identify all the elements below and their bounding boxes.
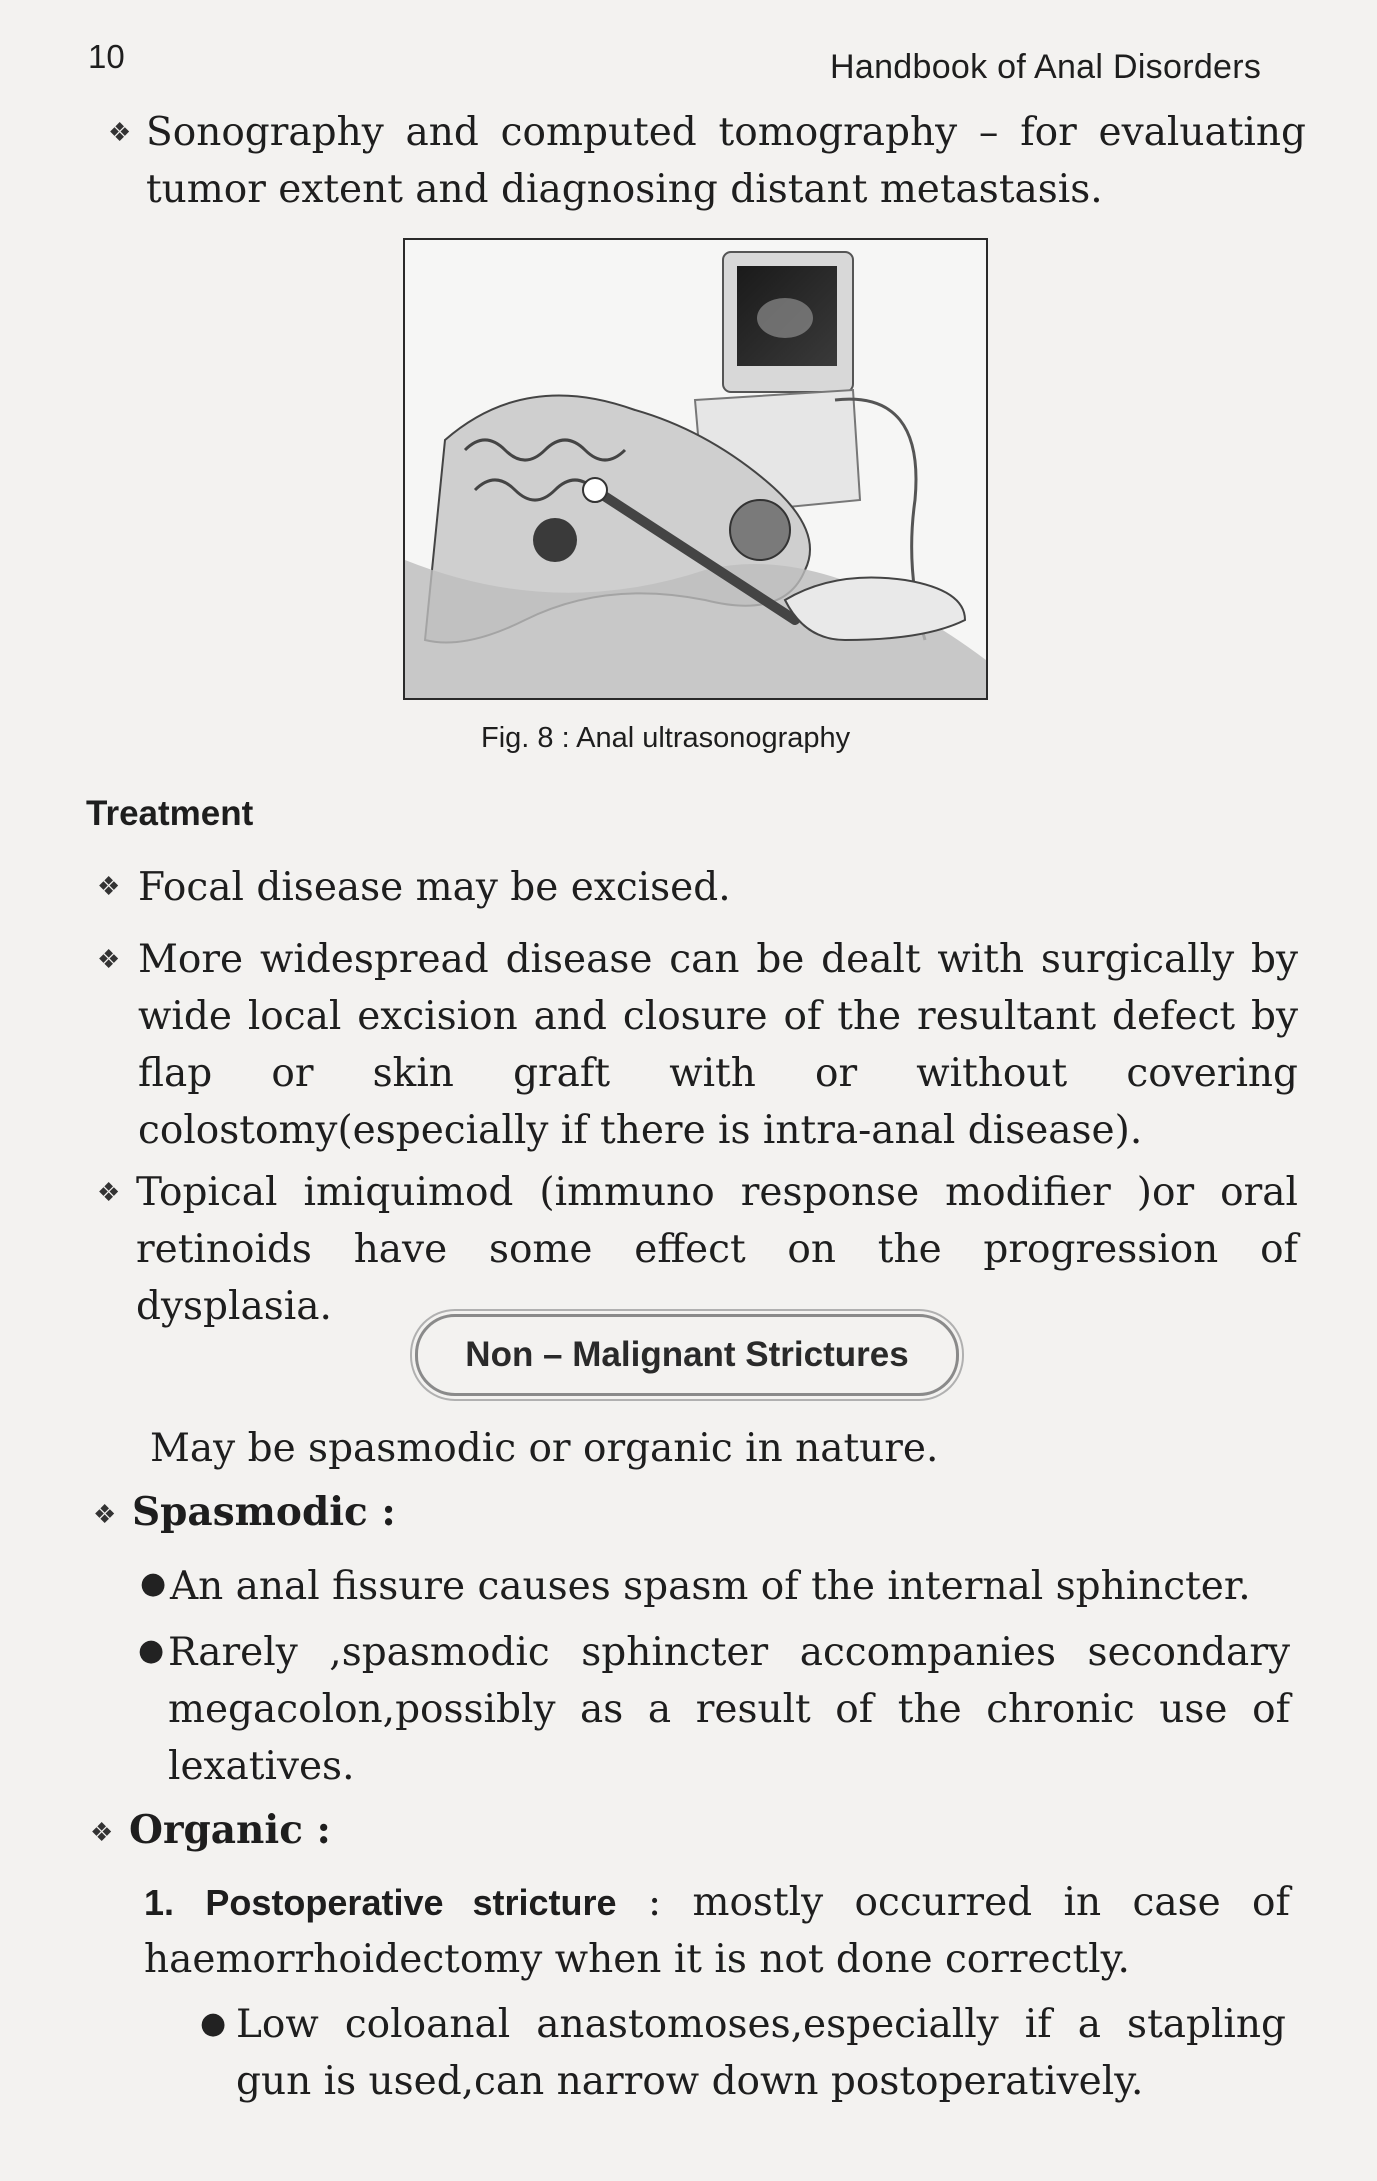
diamond-bullet-icon: ❖ [97,872,121,902]
spasmodic-item-2: Rarely ,spasmodic sphincter accompanies secondary megacolon,possibly as a result of the chronic use of lexatives. [168,1630,1290,1789]
ultrasound-illustration [405,240,986,698]
spasmodic-label: Spasmodic : [132,1489,396,1535]
diamond-bullet-icon: ❖ [90,1818,114,1848]
item-text: : mostly occurred in case of haemorrhoidectomy when it is not done correctly. [144,1880,1290,1982]
section-title: Non – Malignant Strictures [465,1335,909,1374]
item-title: Postoperative stricture [205,1882,617,1923]
diamond-bullet-icon: ❖ [93,1500,117,1530]
organic-label: Organic : [129,1807,331,1853]
organic-sub-item-1: Low coloanal anastomoses,especially if a stapling gun is used,can narrow down postoperatively. [236,2002,1286,2104]
strictures-intro: May be spasmodic or organic in nature. [150,1426,939,1471]
diamond-bullet-icon: ❖ [97,945,121,975]
treatment-item-3: Topical imiquimod (immuno response modifier )or oral retinoids have some effect on the progression of dysplasia. [136,1170,1298,1329]
section-heading-treatment: Treatment [86,794,254,833]
spasmodic-item-1: An anal fissure causes spasm of the internal sphincter. [170,1564,1251,1609]
postoperative-stricture-item [144,1874,1290,1988]
diamond-bullet-icon: ❖ [108,118,132,148]
round-dot-icon: ● [200,2006,227,2041]
treatment-item-2: More widespread disease can be dealt with surgically by wide local excision and closure of the resultant defect by flap or skin graft with or without covering colostomy(especially if there is intra-anal disease). [138,937,1298,1153]
page-number: 10 [88,38,125,75]
section-title-badge [415,1314,959,1396]
treatment-item-1: Focal disease may be excised. [138,865,731,910]
diamond-bullet-icon: ❖ [97,1178,121,1208]
item-number: 1. [144,1882,175,1923]
figure-caption: Fig. 8 : Anal ultrasonography [481,722,851,754]
round-dot-icon: ● [140,1566,167,1601]
figure-anal-ultrasonography [403,238,988,700]
round-dot-icon: ● [138,1633,165,1668]
running-head: Handbook of Anal Disorders [830,48,1262,86]
intro-bullet-text: Sonography and computed tomography – for evaluating tumor extent and diagnosing distant metastasis. [146,110,1306,212]
